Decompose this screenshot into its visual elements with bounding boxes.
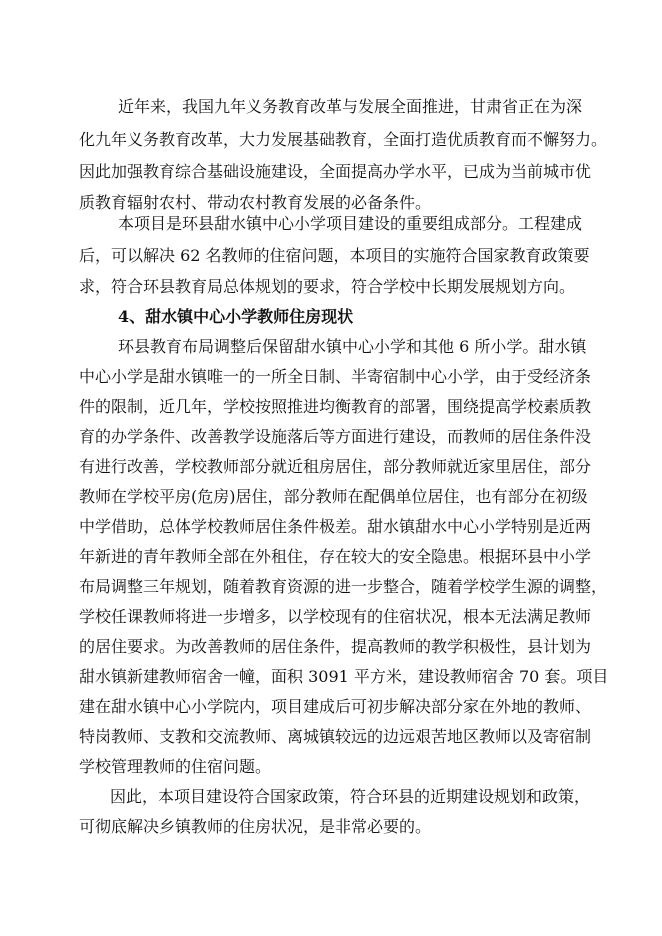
paragraph-line: 质教育辐射农村、带动农村教育发展的必备条件。: [79, 193, 432, 212]
paragraph-line: 可彻底解决乡镇教师的住房状况，是非常必要的。: [79, 817, 432, 836]
paragraph-line: 学校任课教师将进一步增多，以学校现有的住宿状况，根本无法满足教师: [79, 607, 592, 626]
paragraph-line: 育的办学条件、改善教学设施落后等方面进行建设，而教师的居住条件没: [79, 427, 592, 446]
paragraph-line: 甜水镇新建教师宿舍一幢，面积 3091 平方米，建设教师宿舍 70 套。项目: [79, 667, 609, 686]
paragraph-line: 求，符合环县教育局总体规划的要求，符合学校中长期发展规划方向。: [79, 277, 576, 296]
paragraph-line: 中学借助，总体学校教师居住条件极差。甜水镇甜水中心小学特别是近两: [79, 517, 592, 536]
paragraph-line: 特岗教师、支教和交流教师、离城镇较远的边远艰苦地区教师以及寄宿制: [79, 727, 592, 746]
paragraph-line: 件的限制，近几年，学校按照推进均衡教育的部署，围绕提高学校素质教: [79, 397, 592, 416]
paragraph-line: 学校管理教师的住宿问题。: [79, 757, 272, 776]
paragraph-line: 的居住要求。为改善教师的居住条件，提高教师的教学积极性，县计划为: [79, 637, 592, 656]
paragraph-line: 教师在学校平房(危房)居住，部分教师在配偶单位居住，也有部分在初级: [79, 487, 588, 506]
paragraph-line: 因此加强教育综合基础设施建设，全面提高办学水平，已成为当前城市优: [79, 162, 592, 181]
paragraph-line: 后，可以解决 62 名教师的住宿问题，本项目的实施符合国家教育政策要: [79, 246, 590, 265]
section-heading: 4、甜水镇中心小学教师住房现状: [118, 307, 354, 326]
paragraph-line: 有进行改善，学校教师部分就近租房居住，部分教师就近家里居住，部分: [79, 457, 592, 476]
paragraph-line: 化九年义务教育改革，大力发展基础教育，全面打造优质教育而不懈努力。: [79, 130, 608, 149]
paragraph-line: 建在甜水镇中心小学院内，项目建成后可初步解决部分家在外地的教师、: [79, 697, 592, 716]
paragraph-line: 因此，本项目建设符合国家政策，符合环县的近期建设规划和政策，: [110, 787, 591, 806]
paragraph-line: 近年来，我国九年义务教育改革与发展全面推进，甘肃省正在为深: [118, 97, 583, 116]
paragraph-line: 年新进的青年教师全部在外租住，存在较大的安全隐患。根据环县中小学: [79, 547, 592, 566]
paragraph-line: 中心小学是甜水镇唯一的一所全日制、半寄宿制中心小学，由于受经济条: [79, 367, 592, 386]
paragraph-line: 环县教育布局调整后保留甜水镇中心小学和其他 6 所小学。甜水镇: [118, 337, 587, 356]
paragraph-line: 布局调整三年规划，随着教育资源的进一步整合，随着学校学生源的调整，: [79, 577, 608, 596]
paragraph-line: 本项目是环县甜水镇中心小学项目建设的重要组成部分。工程建成: [118, 214, 583, 233]
